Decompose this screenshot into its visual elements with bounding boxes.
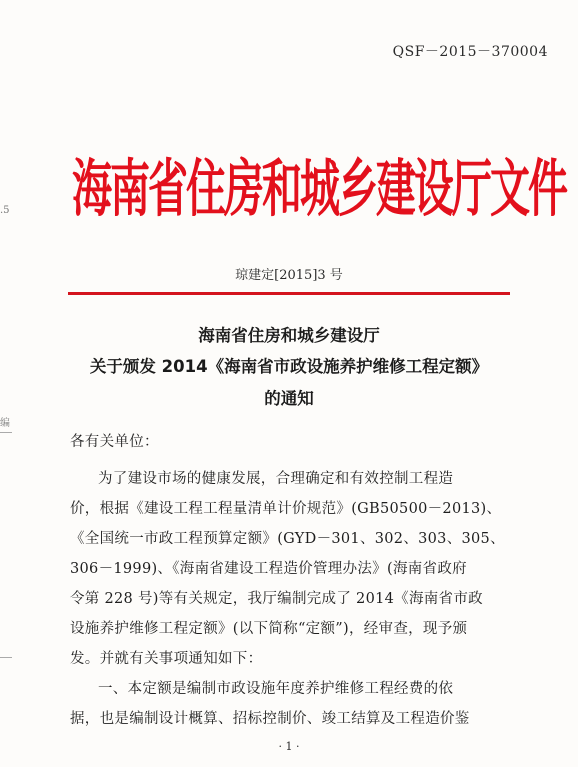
body-line: 令第 228 号)等有关规定，我厅编制完成了 2014《海南省市政	[70, 591, 483, 607]
title-line-2: 关于颁发 2014《海南省市政设施养护维修工程定额》	[89, 357, 489, 376]
body-line: 一、本定额是编制市政设施年度养护维修工程经费的依	[98, 681, 454, 697]
body-line: 价，根据《建设工程工程量清单计价规范》(GB50500－2013)、	[70, 501, 502, 517]
margin-mark: .5	[0, 205, 10, 216]
margin-mark: 编	[0, 418, 10, 429]
salutation: 各有关单位：	[70, 434, 159, 450]
red-divider	[68, 292, 510, 295]
body-line: 306－1999)、《海南省建设工程造价管理办法》(海南省政府	[70, 561, 467, 577]
title-line-1: 海南省住房和城乡建设厅	[198, 326, 380, 345]
margin-tick	[0, 657, 12, 658]
page-number: · 1 ·	[278, 740, 300, 753]
body-line: 发。并就有关事项通知如下：	[70, 651, 263, 667]
issue-number: 琼建定[2015]3 号	[235, 268, 343, 283]
body-line: 设施养护维修工程定额》(以下简称“定额”)，经审查，现予颁	[70, 621, 468, 637]
document-number: QSF－2015－370004	[392, 44, 548, 60]
margin-tick	[0, 432, 12, 433]
body-line: 据，也是编制设计概算、招标控制价、竣工结算及工程造价鉴	[70, 711, 470, 727]
body-line: 为了建设市场的健康发展，合理确定和有效控制工程造	[98, 471, 454, 487]
masthead-title: 海南省住房和城乡建设厅文件	[72, 153, 566, 226]
title-line-3: 的通知	[264, 389, 314, 408]
body-line: 《全国统一市政工程预算定额》(GYD－301、302、303、305、	[70, 531, 505, 547]
